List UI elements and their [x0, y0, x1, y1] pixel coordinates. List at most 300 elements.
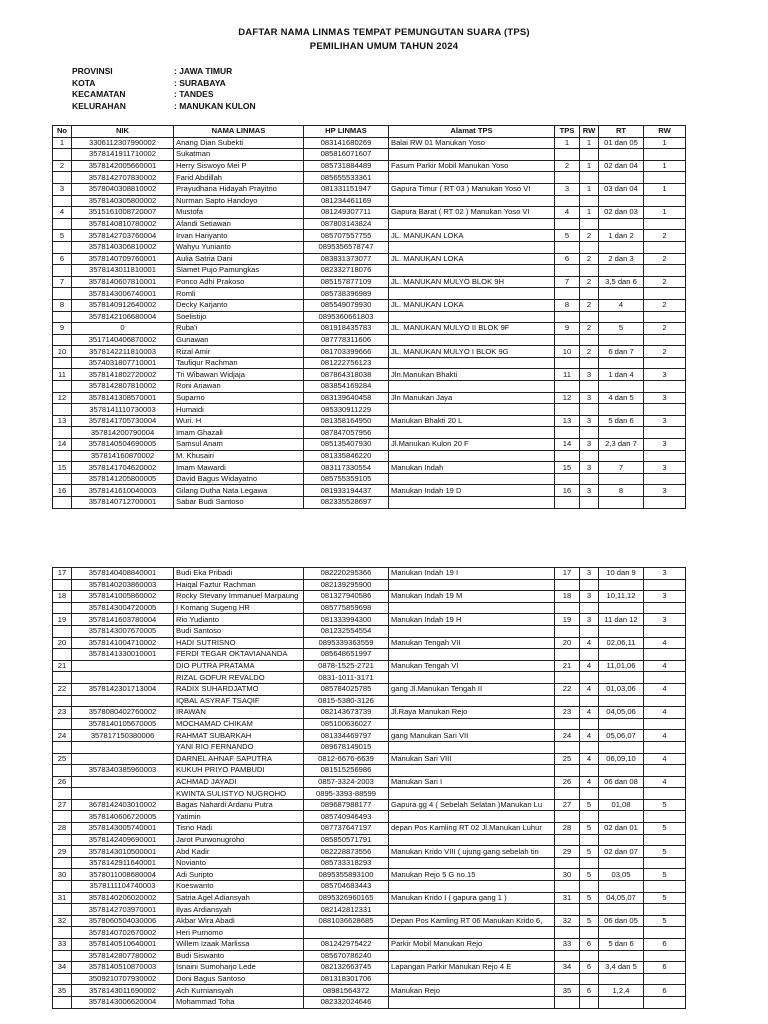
cell-rw: 4 — [580, 730, 599, 742]
cell-rw: 4 — [580, 660, 599, 672]
cell-rw — [580, 218, 599, 230]
cell-tps — [555, 857, 580, 869]
cell-alamat — [389, 602, 555, 614]
table-row — [53, 276, 686, 288]
cell-alamat — [389, 288, 555, 300]
cell-rw: 5 — [580, 823, 599, 835]
cell-nik: 3574031807710001 — [72, 357, 174, 369]
cell-rw: 2 — [580, 276, 599, 288]
cell-alamat — [389, 149, 555, 161]
cell-rw — [580, 788, 599, 800]
cell-rw2: 4 — [644, 776, 686, 788]
cell-alamat — [389, 450, 555, 462]
cell-alamat — [389, 195, 555, 207]
cell-alamat — [389, 834, 555, 846]
cell-no: 3 — [53, 183, 72, 195]
cell-rt — [599, 149, 644, 161]
table-row — [53, 357, 686, 369]
cell-nama: KWINTA SULISTYO NUGROHO — [174, 788, 304, 800]
cell-nama: Doni Bagus Santoso — [174, 973, 304, 985]
cell-rt: 2,3 dan 7 — [599, 439, 644, 451]
cell-rw: 4 — [580, 776, 599, 788]
cell-nik — [72, 695, 174, 707]
cell-hp: 085850571791 — [304, 834, 389, 846]
cell-hp: 083854169284 — [304, 381, 389, 393]
cell-tps: 26 — [555, 776, 580, 788]
cell-nik: 3578140306810002 — [72, 241, 174, 253]
cell-rt: 3,5 dan 6 — [599, 276, 644, 288]
cell-nama: Romli — [174, 288, 304, 300]
table-row — [53, 602, 686, 614]
cell-rw2 — [644, 718, 686, 730]
cell-nama: Isnaini Sumoharjo Lede — [174, 962, 304, 974]
cell-rw — [580, 695, 599, 707]
cell-nik: 3578140408840001 — [72, 568, 174, 580]
cell-tps: 4 — [555, 207, 580, 219]
cell-alamat — [389, 241, 555, 253]
cell-alamat: Manukan Tengah VII — [389, 637, 555, 649]
cell-alamat: Jl.Manukan Kulon 20 F — [389, 439, 555, 451]
cell-rw — [580, 996, 599, 1008]
cell-nik: 3578142703970001 — [72, 904, 174, 916]
cell-rw2: 1 — [644, 183, 686, 195]
table-row — [53, 404, 686, 416]
cell-nik: 3578141705730004 — [72, 415, 174, 427]
cell-rw — [580, 497, 599, 509]
cell-tps — [555, 741, 580, 753]
cell-alamat: Manukan Indah 19 M — [389, 591, 555, 603]
cell-rw2 — [644, 602, 686, 614]
cell-hp: 087778311606 — [304, 334, 389, 346]
cell-alamat — [389, 625, 555, 637]
cell-rt: 10 dan 9 — [599, 568, 644, 580]
cell-no: 28 — [53, 823, 72, 835]
cell-alamat: Gapura Barat ( RT 02 ) Manukan Yoso VI — [389, 207, 555, 219]
cell-tps — [555, 927, 580, 939]
cell-alamat — [389, 579, 555, 591]
cell-alamat — [389, 996, 555, 1008]
cell-nama: KUKUH PRIYO PAMBUDI — [174, 765, 304, 777]
cell-alamat — [389, 649, 555, 661]
cell-no — [53, 149, 72, 161]
cell-tps: 28 — [555, 823, 580, 835]
table-row — [53, 927, 686, 939]
cell-nama: Farid Abdillah — [174, 172, 304, 184]
table-row — [53, 846, 686, 858]
cell-nama: DARNEL AHNAF SAPUTRA — [174, 753, 304, 765]
cell-rw2 — [644, 149, 686, 161]
cell-alamat — [389, 973, 555, 985]
cell-alamat: Lapangan Parkir Manukan Rejo 4 E — [389, 962, 555, 974]
table-row — [53, 288, 686, 300]
cell-tps — [555, 579, 580, 591]
cell-rw2 — [644, 427, 686, 439]
cell-alamat: Manukan Tengah VI — [389, 660, 555, 672]
cell-no — [53, 311, 72, 323]
cell-rw2 — [644, 950, 686, 962]
cell-alamat: Depan Pos Kamling RT 06 Manukan Krido 6, — [389, 915, 555, 927]
col-header-nama: NAMA LINMAS — [174, 126, 304, 138]
cell-rt: 06 dan 08 — [599, 776, 644, 788]
cell-hp: 085775859698 — [304, 602, 389, 614]
cell-tps — [555, 381, 580, 393]
cell-rt: 1,2,4 — [599, 985, 644, 997]
cell-alamat — [389, 741, 555, 753]
cell-nik: 3578040308810002 — [72, 183, 174, 195]
cell-alamat — [389, 788, 555, 800]
meta-row-kota — [72, 78, 256, 90]
cell-hp: 085157877109 — [304, 276, 389, 288]
cell-nik: 3578140912640002 — [72, 299, 174, 311]
cell-rt: 6 dan 7 — [599, 346, 644, 358]
linmas-table-part-2 — [52, 567, 686, 1009]
cell-rt — [599, 334, 644, 346]
cell-no: 4 — [53, 207, 72, 219]
cell-tps: 19 — [555, 614, 580, 626]
cell-rt: 3,4 dan 5 — [599, 962, 644, 974]
table-row — [53, 741, 686, 753]
cell-alamat — [389, 695, 555, 707]
cell-no — [53, 695, 72, 707]
table-row — [53, 149, 686, 161]
cell-rt — [599, 765, 644, 777]
cell-nik: 3578142707830002 — [72, 172, 174, 184]
cell-no — [53, 381, 72, 393]
cell-hp: 082332024646 — [304, 996, 389, 1008]
table-row — [53, 183, 686, 195]
cell-no — [53, 427, 72, 439]
cell-nik: 3578143010500001 — [72, 846, 174, 858]
cell-rt — [599, 602, 644, 614]
cell-nik: 3578141330010001 — [72, 649, 174, 661]
cell-rw2 — [644, 765, 686, 777]
cell-nik — [72, 672, 174, 684]
cell-rw — [580, 625, 599, 637]
cell-tps: 30 — [555, 869, 580, 881]
cell-rw: 3 — [580, 485, 599, 497]
cell-hp: 0815-5380-3126 — [304, 695, 389, 707]
cell-rt — [599, 927, 644, 939]
col-header-rw-right: RW — [644, 126, 686, 138]
cell-nama: Heri Purnomo — [174, 927, 304, 939]
cell-nik: 3578141004710002 — [72, 637, 174, 649]
cell-rw2: 2 — [644, 299, 686, 311]
cell-rt — [599, 718, 644, 730]
cell-rw2: 4 — [644, 753, 686, 765]
cell-rw: 6 — [580, 985, 599, 997]
meta-value: : MANUKAN KULON — [174, 100, 256, 111]
cell-rw: 3 — [580, 439, 599, 451]
cell-hp: 085784025785 — [304, 683, 389, 695]
cell-hp: 081249307711 — [304, 207, 389, 219]
table-row — [53, 614, 686, 626]
cell-no: 33 — [53, 939, 72, 951]
cell-tps: 10 — [555, 346, 580, 358]
cell-no: 18 — [53, 591, 72, 603]
cell-no — [53, 811, 72, 823]
cell-rw: 1 — [580, 207, 599, 219]
cell-no: 31 — [53, 892, 72, 904]
cell-nama: Akbar Wira Abadi — [174, 915, 304, 927]
cell-rt — [599, 904, 644, 916]
cell-nama: Roni Ariawan — [174, 381, 304, 393]
table-header-row — [53, 126, 686, 138]
cell-tps — [555, 311, 580, 323]
cell-rw: 3 — [580, 462, 599, 474]
cell-rt: 03,05 — [599, 869, 644, 881]
cell-alamat: Jl.Raya Manukan Rejo — [389, 707, 555, 719]
cell-hp: 083117330554 — [304, 462, 389, 474]
cell-tps — [555, 788, 580, 800]
cell-nik: 3578140305800002 — [72, 195, 174, 207]
cell-nama: Tisno Hadi — [174, 823, 304, 835]
table-row — [53, 218, 686, 230]
cell-alamat — [389, 881, 555, 893]
cell-rw — [580, 857, 599, 869]
cell-nik: 3578140206020002 — [72, 892, 174, 904]
cell-nama: Rio Yudianto — [174, 614, 304, 626]
cell-alamat: Fasum Parkir Mobil Manukan Yoso — [389, 160, 555, 172]
cell-tps — [555, 834, 580, 846]
table-row — [53, 672, 686, 684]
cell-hp: 082228873556 — [304, 846, 389, 858]
cell-nik: 3578140105670005 — [72, 718, 174, 730]
cell-hp: 081327940586 — [304, 591, 389, 603]
cell-rt: 06,09,10 — [599, 753, 644, 765]
cell-rw — [580, 381, 599, 393]
cell-rt — [599, 241, 644, 253]
cell-hp: 0895356578747 — [304, 241, 389, 253]
cell-hp: 081358164950 — [304, 415, 389, 427]
cell-tps — [555, 265, 580, 277]
cell-no — [53, 904, 72, 916]
cell-rw2: 1 — [644, 207, 686, 219]
cell-rw2 — [644, 996, 686, 1008]
table-row — [53, 241, 686, 253]
cell-rw2: 5 — [644, 799, 686, 811]
cell-nama: RIZAL GOFUR REVALDO — [174, 672, 304, 684]
cell-tps: 29 — [555, 846, 580, 858]
cell-rt: 1 dan 4 — [599, 369, 644, 381]
table-row — [53, 660, 686, 672]
cell-hp: 083141680269 — [304, 137, 389, 149]
cell-no — [53, 649, 72, 661]
cell-rt: 05,06,07 — [599, 730, 644, 742]
cell-no — [53, 950, 72, 962]
cell-rw — [580, 450, 599, 462]
table-row — [53, 381, 686, 393]
meta-value: : JAWA TIMUR — [174, 66, 233, 76]
table-row — [53, 230, 686, 242]
cell-alamat — [389, 672, 555, 684]
table-row — [53, 718, 686, 730]
cell-rw2 — [644, 579, 686, 591]
cell-tps — [555, 497, 580, 509]
cell-rw: 3 — [580, 568, 599, 580]
cell-hp: 0895339363559 — [304, 637, 389, 649]
cell-hp: 0857-3324-2003 — [304, 776, 389, 788]
table-row — [53, 869, 686, 881]
cell-tps — [555, 450, 580, 462]
cell-rw2 — [644, 218, 686, 230]
cell-alamat: JL. MANUKAN LOKA — [389, 230, 555, 242]
table-row — [53, 497, 686, 509]
cell-nama: Budi Santoso — [174, 625, 304, 637]
cell-nama: Bagas Nahardi Ardanu Putra — [174, 799, 304, 811]
cell-rt: 06 dan 05 — [599, 915, 644, 927]
cell-alamat: Jln.Manukan Bhakti — [389, 369, 555, 381]
cell-rw — [580, 265, 599, 277]
cell-no: 29 — [53, 846, 72, 858]
cell-no: 35 — [53, 985, 72, 997]
cell-no: 27 — [53, 799, 72, 811]
cell-tps: 6 — [555, 253, 580, 265]
cell-rw: 3 — [580, 614, 599, 626]
meta-value: : SURABAYA — [174, 77, 226, 88]
table-row — [53, 253, 686, 265]
cell-rt — [599, 857, 644, 869]
table-row — [53, 811, 686, 823]
cell-nik: 3578111104740003 — [72, 881, 174, 893]
cell-nama: David Bagus Widayatno — [174, 473, 304, 485]
cell-rw: 2 — [580, 323, 599, 335]
cell-rt: 11,01,06 — [599, 660, 644, 672]
cell-nik: 3578142106680004 — [72, 311, 174, 323]
cell-nik: 3509210707930002 — [72, 973, 174, 985]
cell-tps — [555, 172, 580, 184]
cell-rw: 6 — [580, 939, 599, 951]
cell-hp: 089678149015 — [304, 741, 389, 753]
cell-tps: 33 — [555, 939, 580, 951]
cell-nik: 3578142409690001 — [72, 834, 174, 846]
cell-no: 11 — [53, 369, 72, 381]
cell-nama: Imam Mawardi — [174, 462, 304, 474]
cell-no — [53, 473, 72, 485]
cell-alamat — [389, 718, 555, 730]
cell-rw2 — [644, 265, 686, 277]
cell-rw2: 6 — [644, 939, 686, 951]
cell-rw2 — [644, 172, 686, 184]
cell-tps — [555, 973, 580, 985]
cell-nama: IRAWAN — [174, 707, 304, 719]
cell-rw2: 4 — [644, 683, 686, 695]
cell-nik: 357817150380006 — [72, 730, 174, 742]
cell-rw2 — [644, 497, 686, 509]
table-row — [53, 985, 686, 997]
cell-rw2 — [644, 741, 686, 753]
cell-alamat: gang Jl.Manukan Tengah II — [389, 683, 555, 695]
cell-rw2: 3 — [644, 439, 686, 451]
table-row — [53, 625, 686, 637]
cell-hp: 0895355893100 — [304, 869, 389, 881]
cell-no: 17 — [53, 568, 72, 580]
cell-hp: 087847057956 — [304, 427, 389, 439]
cell-rw2: 3 — [644, 591, 686, 603]
cell-rw2 — [644, 904, 686, 916]
cell-hp: 085707557755 — [304, 230, 389, 242]
table-row — [53, 299, 686, 311]
cell-rw2 — [644, 672, 686, 684]
table-row — [53, 415, 686, 427]
meta-label: KELURAHAN — [72, 100, 126, 111]
cell-nama: Samsul Anam — [174, 439, 304, 451]
table-row — [53, 568, 686, 580]
col-header-hp: HP LINMAS — [304, 126, 389, 138]
cell-rw2 — [644, 334, 686, 346]
cell-alamat: JL. MANUKAN LOKA — [389, 253, 555, 265]
cell-rt: 5 dan 6 — [599, 415, 644, 427]
cell-alamat: JL. MANUKAN MULYO BLOK 9H — [389, 276, 555, 288]
cell-tps: 3 — [555, 183, 580, 195]
cell-nama: Koeswanto — [174, 881, 304, 893]
cell-nama: Herry Siswoyo Mei P — [174, 160, 304, 172]
cell-nik: 0 — [72, 323, 174, 335]
table-row — [53, 962, 686, 974]
cell-hp: 089687988177 — [304, 799, 389, 811]
cell-hp: 0878-1525-2721 — [304, 660, 389, 672]
cell-nama: Yatimin — [174, 811, 304, 823]
cell-hp: 081333994300 — [304, 614, 389, 626]
cell-tps: 16 — [555, 485, 580, 497]
cell-rt — [599, 357, 644, 369]
cell-alamat: Manukan Indah 19 H — [389, 614, 555, 626]
cell-no — [53, 857, 72, 869]
cell-nama: Ruba'i — [174, 323, 304, 335]
meta-label: KOTA — [72, 77, 96, 88]
cell-nama: Aulia Satria Dani — [174, 253, 304, 265]
cell-nik — [72, 753, 174, 765]
cell-hp: 085733318293 — [304, 857, 389, 869]
cell-hp: 085731884489 — [304, 160, 389, 172]
cell-rw2: 2 — [644, 346, 686, 358]
table-row — [53, 265, 686, 277]
cell-nama: RAHMAT SUBARKAH — [174, 730, 304, 742]
table-row — [53, 334, 686, 346]
cell-hp: 083831373077 — [304, 253, 389, 265]
cell-nama: Haiqal Faztur Rachman — [174, 579, 304, 591]
cell-no: 30 — [53, 869, 72, 881]
cell-tps: 8 — [555, 299, 580, 311]
cell-tps: 9 — [555, 323, 580, 335]
cell-rt — [599, 473, 644, 485]
cell-nama: DIO PUTRA PRATAMA — [174, 660, 304, 672]
cell-rw: 6 — [580, 962, 599, 974]
cell-rw — [580, 718, 599, 730]
cell-nik: 3578143004720005 — [72, 602, 174, 614]
cell-alamat: Gapura gg 4 ( Sebelah Selatan )Manukan Lu — [389, 799, 555, 811]
table-row — [53, 892, 686, 904]
cell-alamat — [389, 904, 555, 916]
cell-nik: 3515161008720007 — [72, 207, 174, 219]
cell-tps: 17 — [555, 568, 580, 580]
cell-alamat: Manukan Indah 19 I — [389, 568, 555, 580]
cell-no: 26 — [53, 776, 72, 788]
cell-rw2: 5 — [644, 869, 686, 881]
cell-tps: 12 — [555, 392, 580, 404]
cell-nik: 3578142703760004 — [72, 230, 174, 242]
table-row — [53, 637, 686, 649]
cell-tps — [555, 427, 580, 439]
cell-rt — [599, 450, 644, 462]
cell-rt: 03 dan 04 — [599, 183, 644, 195]
cell-tps — [555, 904, 580, 916]
cell-rw2: 5 — [644, 892, 686, 904]
col-header-tps: TPS — [555, 126, 580, 138]
cell-nama: Soelistijo — [174, 311, 304, 323]
cell-rw — [580, 973, 599, 985]
cell-nama: YANI RIO FERNANDO — [174, 741, 304, 753]
cell-rw2 — [644, 811, 686, 823]
